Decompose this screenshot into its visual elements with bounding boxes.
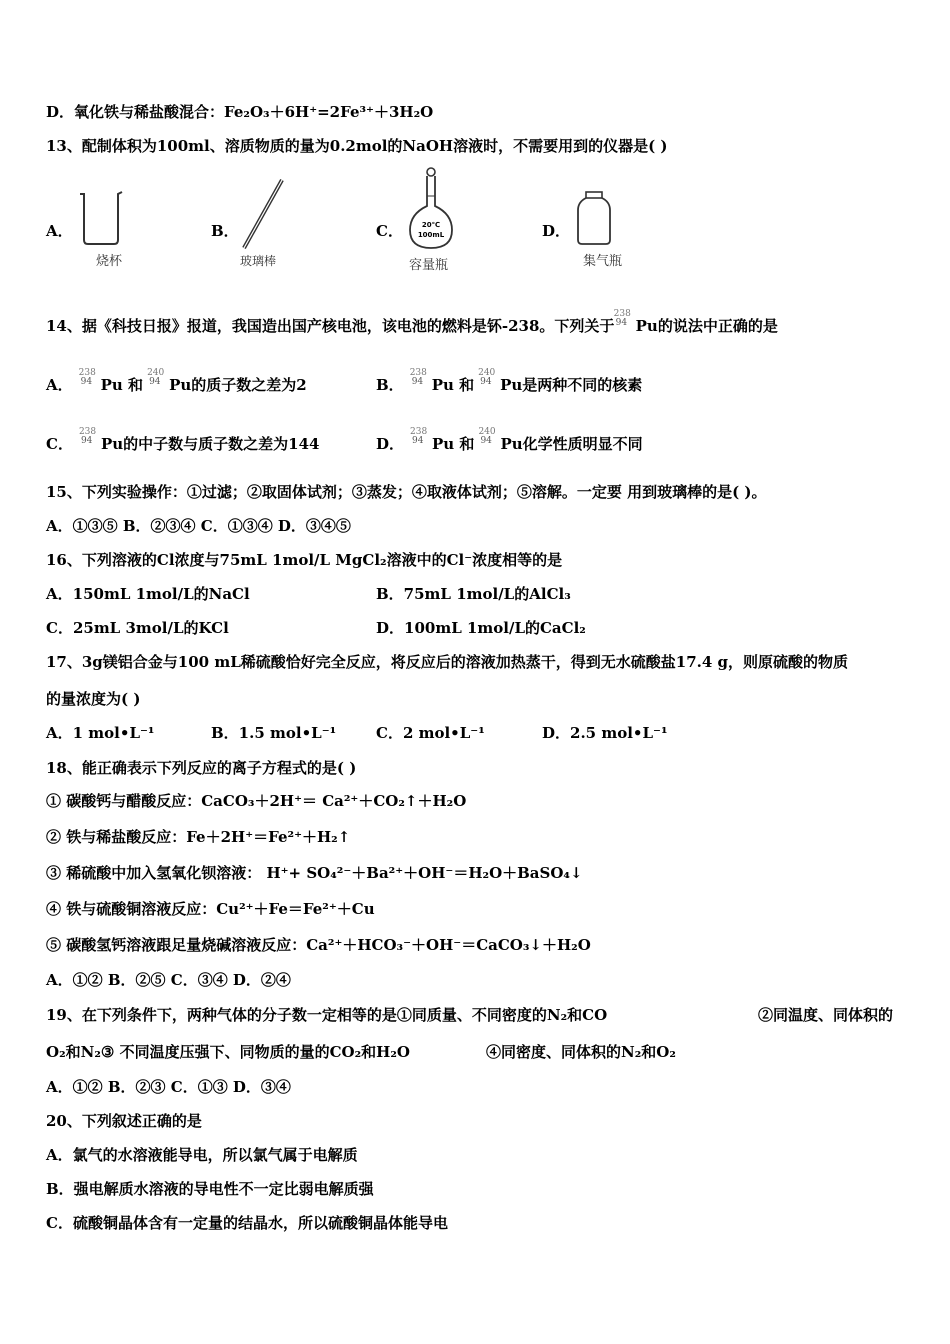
q17-option-c: C．2 mol•L⁻¹ xyxy=(376,724,485,742)
q15-options: A．①③⑤ B．②③④ C．①③④ D．③④⑤ xyxy=(46,517,351,535)
q17-stem-line2: 的量浓度为( ) xyxy=(46,690,141,708)
q20-option-a: A．氯气的水溶液能导电，所以氯气属于电解质 xyxy=(46,1146,358,1164)
q19-stem-line1a: 19、在下列条件下，两种气体的分子数一定相等的是①同质量、不同密度的N₂和CO xyxy=(46,1006,608,1024)
q18-stem: 18、能正确表示下列反应的离子方程式的是( ) xyxy=(46,759,357,777)
q14-option-d: D． 238 94 Pu 和 240 94 Pu化学性质明显不同 xyxy=(376,427,643,453)
q17-option-a: A．1 mol•L⁻¹ xyxy=(46,724,155,742)
q19-stem-line1b: ②同温度、同体积的 xyxy=(758,1006,894,1024)
q14-option-a: A． 238 94 Pu 和 240 94 Pu的质子数之差为2 xyxy=(46,368,307,394)
q14-option-b: B． 238 94 Pu 和 240 94 Pu是两种不同的核素 xyxy=(376,368,643,394)
q12-option-d: D．氧化铁与稀盐酸混合：Fe₂O₃＋6H⁺=2Fe³⁺＋3H₂O xyxy=(46,103,434,121)
gas-jar-icon xyxy=(574,190,614,246)
q17-stem-line1: 17、3g镁铝合金与100 mL稀硫酸恰好完全反应，将反应后的溶液加热蒸干，得到无水硫酸盐17.4 g，则原硫酸的物质 xyxy=(46,653,848,671)
q16-option-b: B．75mL 1mol/L的AlCl₃ xyxy=(376,585,571,603)
beaker-icon xyxy=(76,188,126,248)
q19-stem-line2a: O₂和N₂③ 不同温度压强下、同物质的量的CO₂和H₂O xyxy=(46,1043,410,1061)
q18-item-4: ④ 铁与硫酸铜溶液反应：Cu²⁺＋Fe＝Fe²⁺＋Cu xyxy=(46,900,375,918)
q20-option-c: C．硫酸铜晶体含有一定量的结晶水，所以硫酸铜晶体能导电 xyxy=(46,1214,448,1232)
pu238-isotope: 238 94 xyxy=(613,309,631,328)
q16-option-a: A．150mL 1mol/L的NaCl xyxy=(46,585,250,603)
q14-stem: 14、据《科技日报》报道，我国造出国产核电池，该电池的燃料是钚-238。下列关于 238 94 Pu的说法中正确的是 xyxy=(46,309,778,335)
q17-option-d: D．2.5 mol•L⁻¹ xyxy=(542,724,668,742)
q15-stem: 15、下列实验操作：①过滤；②取固体试剂；③蒸发；④取液体试剂；⑤溶解。一定要 用到玻璃棒的是( )。 xyxy=(46,483,767,501)
volumetric-flask-icon xyxy=(406,166,456,254)
q18-item-5: ⑤ 碳酸氢钙溶液跟足量烧碱溶液反应：Ca²⁺＋HCO₃⁻＋OH⁻＝CaCO₃↓＋H₂O xyxy=(46,936,591,954)
q13-caption-c: 容量瓶 xyxy=(409,258,449,273)
q18-item-1: ① 碳酸钙与醋酸反应：CaCO₃＋2H⁺＝ Ca²⁺＋CO₂↑＋H₂O xyxy=(46,792,467,810)
q13-option-d-label: D． xyxy=(542,222,571,240)
flask-label-temp: 20℃ xyxy=(421,221,441,229)
q13-caption-b: 玻璃棒 xyxy=(240,254,277,268)
q17-option-b: B．1.5 mol•L⁻¹ xyxy=(211,724,337,742)
flask-label-volume: 100mL xyxy=(417,231,445,239)
q13-caption-d: 集气瓶 xyxy=(583,254,623,269)
q13-caption-a: 烧杯 xyxy=(96,254,123,269)
glass-rod-icon xyxy=(238,176,288,252)
q19-stem-line2b: ④同密度、同体积的N₂和O₂ xyxy=(486,1043,676,1061)
q16-option-d: D．100mL 1mol/L的CaCl₂ xyxy=(376,619,586,637)
q16-stem: 16、下列溶液的Cl浓度与75mL 1mol/L MgCl₂溶液中的Cl⁻浓度相等的是 xyxy=(46,551,563,569)
q18-options: A．①② B．②⑤ C．③④ D．②④ xyxy=(46,971,291,989)
q16-option-c: C．25mL 3mol/L的KCl xyxy=(46,619,229,637)
q13-option-b-label: B． xyxy=(211,222,239,240)
q18-item-2: ② 铁与稀盐酸反应：Fe＋2H⁺＝Fe²⁺＋H₂↑ xyxy=(46,828,351,846)
q13-stem: 13、配制体积为100ml、溶质物质的量为0.2mol的NaOH溶液时，不需要用到的仪器是( ) xyxy=(46,137,668,155)
q13-option-a-label: A． xyxy=(46,222,73,240)
q13-option-c-label: C． xyxy=(376,222,403,240)
q19-options: A．①② B．②③ C．①③ D．③④ xyxy=(46,1078,291,1096)
q20-option-b: B．强电解质水溶液的导电性不一定比弱电解质强 xyxy=(46,1180,374,1198)
q14-option-c: C． 238 94 Pu的中子数与质子数之差为144 xyxy=(46,427,320,453)
q20-stem: 20、下列叙述正确的是 xyxy=(46,1112,202,1130)
q18-item-3: ③ 稀硫酸中加入氢氧化钡溶液： H⁺+ SO₄²⁻＋Ba²⁺＋OH⁻＝H₂O＋BaSO₄↓ xyxy=(46,864,583,882)
